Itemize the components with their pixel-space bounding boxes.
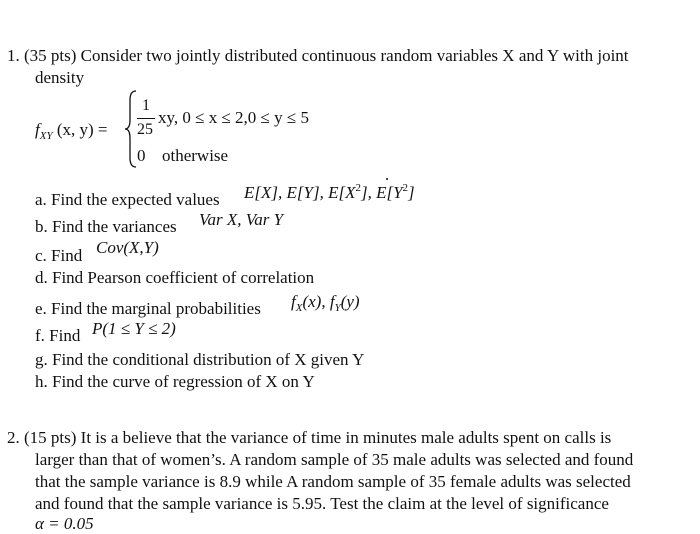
part-e-math: [291, 292, 360, 314]
part-a-math-2: ], E[Y: [360, 183, 403, 202]
q2-line4: and found that the sample variance is 5.95. Test the claim at the level of significance: [35, 494, 609, 513]
pdf-lhs: [35, 120, 108, 142]
frac-numerator: 1: [142, 97, 150, 114]
part-e-sub-1: X: [295, 302, 303, 314]
pdf-case2-condition: otherwise: [162, 146, 229, 165]
left-brace: [125, 90, 137, 168]
part-d-text: d. Find Pearson coefficient of correlation: [35, 268, 315, 287]
pdf-case1: xy, 0 ≤ x ≤ 2,0 ≤ y ≤ 5: [158, 108, 309, 127]
fraction-bar: [137, 118, 155, 119]
q2-line5: α = 0.05: [35, 514, 94, 533]
pdf-lhs-args: (x, y) =: [56, 120, 108, 139]
part-b-math: Var X, Var Y: [199, 210, 284, 229]
part-g-text: g. Find the conditional distribution of X given Y: [35, 350, 365, 369]
part-e-math-3: (y): [340, 292, 360, 311]
part-f-math: P(1 ≤ Y ≤ 2): [92, 319, 176, 338]
part-e-math-1: f: [291, 292, 296, 311]
q2-line3: that the sample variance is 8.9 while A random sample of 35 female adults was selected: [35, 472, 631, 491]
part-a-math-3: ]: [408, 183, 415, 202]
part-f-text: f. Find: [35, 326, 81, 345]
stray-dot: [386, 178, 388, 180]
q2-line2: larger than that of women’s. A random sample of 35 male adults was selected and found: [35, 450, 634, 469]
part-a-math-1: E[X], E[Y], E[X: [244, 183, 356, 202]
part-a-math: [244, 183, 415, 205]
part-e-sub-2: Y: [334, 302, 341, 314]
part-e-text: e. Find the marginal probabilities: [35, 299, 261, 318]
frac-denominator: 25: [137, 121, 153, 138]
part-c-math: Cov(X,Y): [96, 238, 159, 257]
part-c-text: c. Find: [35, 246, 83, 265]
part-a-sup-2: 2: [402, 182, 409, 194]
pdf-lhs-sub: XY: [39, 130, 53, 142]
q2-line1: 2. (15 pts) It is a believe that the variance of time in minutes male adults spent on calls is: [7, 428, 612, 447]
q1-line2: density: [35, 68, 85, 87]
part-a-text: a. Find the expected values: [35, 190, 220, 209]
part-h-text: h. Find the curve of regression of X on Y: [35, 372, 315, 391]
part-e-math-2: (x), f: [302, 292, 335, 311]
q1-line1: 1. (35 pts) Consider two jointly distributed continuous random variables X and Y with joint: [7, 46, 629, 65]
part-b-text: b. Find the variances: [35, 217, 177, 236]
pdf-lhs-f: f: [35, 120, 40, 139]
pdf-case2-value: 0: [137, 146, 146, 165]
part-a-sup-1: 2: [355, 182, 361, 194]
